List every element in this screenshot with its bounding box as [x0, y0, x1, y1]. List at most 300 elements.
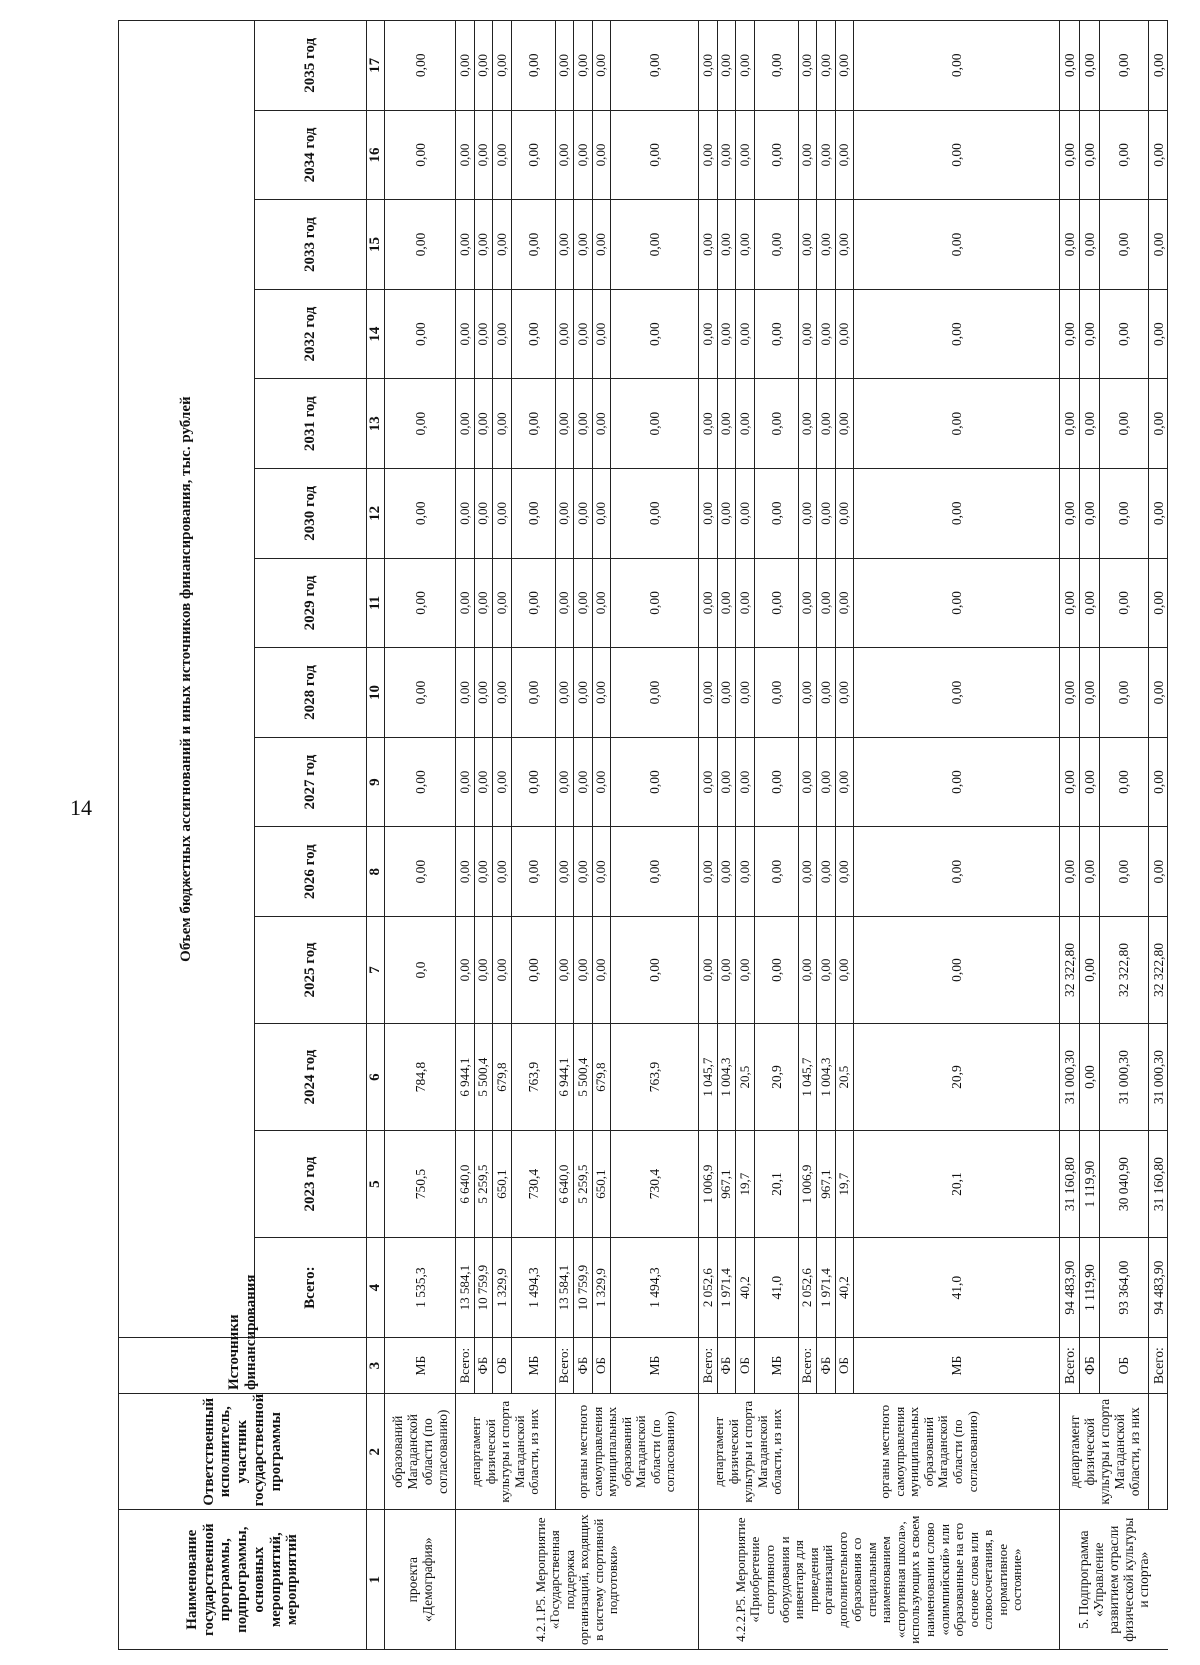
year-value: 0,00: [854, 558, 1060, 648]
header-year: 2025 год: [255, 916, 367, 1023]
source-cell: ОБ: [592, 1338, 611, 1394]
year-value: 0,00: [511, 916, 555, 1023]
year-value: 1 045,7: [798, 1024, 817, 1131]
year-value: 0,00: [817, 379, 836, 469]
year-value: 0,00: [456, 916, 475, 1023]
year-value: 0,00: [456, 737, 475, 827]
year-value: 0,00: [835, 200, 854, 290]
year-value: 32 322,80: [1099, 916, 1148, 1023]
header-executor: Ответственный исполнитель, участник государственной программы: [119, 1394, 367, 1510]
column-index: 5: [367, 1131, 385, 1238]
year-value: 1 004,3: [817, 1024, 836, 1131]
year-value: 0,00: [1080, 110, 1100, 200]
year-value: 0,00: [1060, 827, 1080, 917]
year-value: 0,00: [574, 469, 593, 559]
year-value: 0,00: [474, 21, 493, 111]
source-cell: Всего:: [699, 1338, 718, 1394]
year-value: 730,4: [611, 1131, 699, 1238]
year-value: 0,00: [611, 379, 699, 469]
source-cell: ОБ: [835, 1338, 854, 1394]
header-year: 2024 год: [255, 1024, 367, 1131]
year-value: 0,00: [511, 289, 555, 379]
year-value: 0,00: [1080, 916, 1100, 1023]
year-value: 0,00: [1149, 110, 1168, 200]
year-value: 0,00: [817, 648, 836, 738]
year-value: 0,00: [817, 558, 836, 648]
year-value: 0,00: [817, 289, 836, 379]
year-value: 0,00: [493, 200, 512, 290]
year-value: 0,00: [385, 379, 456, 469]
year-value: 0,00: [754, 110, 798, 200]
year-value: 0,00: [736, 289, 755, 379]
year-value: 0,00: [1149, 469, 1168, 559]
year-value: 0,00: [717, 648, 736, 738]
year-value: 0,00: [835, 469, 854, 559]
column-index: 13: [367, 379, 385, 469]
year-value: 0,00: [1149, 289, 1168, 379]
year-value: 0,00: [574, 916, 593, 1023]
executor-cell: департамент физической культуры и спорта Магаданской области, из них: [1060, 1394, 1149, 1510]
year-value: 0,00: [1099, 558, 1148, 648]
activity-name-cell: 4.2.2.Р5. Мероприятие «Приобретение спортивного оборудования и инвентаря для приведения организаций дополнительного образования со специальным наименованием «спортивная школа», использующих в своем наименовании слово «олимпийский» или образованные на его основе слова или словосочетания, в нормативное состояние»: [699, 1510, 1060, 1650]
source-cell: Всего:: [555, 1338, 574, 1394]
column-index: 1: [367, 1510, 385, 1650]
header-year: 2031 год: [255, 379, 367, 469]
year-value: 31 160,80: [1060, 1131, 1080, 1238]
year-value: 20,1: [854, 1131, 1060, 1238]
year-value: 0,00: [611, 916, 699, 1023]
year-value: 0,00: [717, 827, 736, 917]
year-value: 0,00: [555, 648, 574, 738]
year-value: 19,7: [835, 1131, 854, 1238]
column-index-row: [367, 21, 385, 1650]
year-value: 0,00: [798, 916, 817, 1023]
total-value: 1 494,3: [611, 1238, 699, 1338]
header-year: 2028 год: [255, 648, 367, 738]
year-value: 0,00: [699, 737, 718, 827]
year-value: 1 006,9: [699, 1131, 718, 1238]
year-value: 0,00: [1149, 21, 1168, 111]
year-value: 0,00: [574, 558, 593, 648]
year-value: 0,00: [1099, 827, 1148, 917]
column-index: 4: [367, 1238, 385, 1338]
year-value: 0,00: [611, 469, 699, 559]
year-value: 0,00: [817, 110, 836, 200]
year-value: 0,00: [456, 827, 475, 917]
year-value: 650,1: [592, 1131, 611, 1238]
source-cell: ФБ: [574, 1338, 593, 1394]
year-value: 0,00: [611, 558, 699, 648]
year-value: 0,00: [699, 558, 718, 648]
year-value: 0,00: [1060, 21, 1080, 111]
year-value: 0,00: [611, 200, 699, 290]
year-value: 0,00: [592, 379, 611, 469]
source-cell: МБ: [385, 1338, 456, 1394]
year-value: 20,5: [736, 1024, 755, 1131]
year-value: 20,9: [854, 1024, 1060, 1131]
year-value: 0,00: [817, 737, 836, 827]
year-value: 0,00: [511, 200, 555, 290]
year-value: 0,00: [493, 916, 512, 1023]
year-value: 0,00: [555, 21, 574, 111]
rotated-table-wrapper: [118, 20, 1168, 1650]
financing-table: [118, 20, 1168, 1650]
year-value: 0,00: [754, 648, 798, 738]
total-value: 40,2: [736, 1238, 755, 1338]
column-index: 8: [367, 827, 385, 917]
year-value: 0,00: [493, 469, 512, 559]
column-index: 14: [367, 289, 385, 379]
year-value: 0,00: [717, 289, 736, 379]
year-value: 0,0: [385, 916, 456, 1023]
header-year: 2023 год: [255, 1131, 367, 1238]
year-value: 6 944,1: [456, 1024, 475, 1131]
year-value: 0,00: [1060, 110, 1080, 200]
year-value: 0,00: [717, 558, 736, 648]
source-cell: ОБ: [493, 1338, 512, 1394]
year-value: 0,00: [474, 379, 493, 469]
year-value: 0,00: [699, 827, 718, 917]
year-value: 679,8: [493, 1024, 512, 1131]
total-value: 10 759,9: [574, 1238, 593, 1338]
year-value: 0,00: [574, 379, 593, 469]
source-cell: МБ: [754, 1338, 798, 1394]
year-value: 0,00: [493, 289, 512, 379]
year-value: 1 045,7: [699, 1024, 718, 1131]
year-value: 0,00: [699, 648, 718, 738]
year-value: 0,00: [699, 916, 718, 1023]
year-value: 31 000,30: [1099, 1024, 1148, 1131]
year-value: 0,00: [754, 379, 798, 469]
header-year: 2030 год: [255, 469, 367, 559]
total-value: 1 971,4: [717, 1238, 736, 1338]
year-value: 0,00: [736, 469, 755, 559]
year-value: 0,00: [817, 469, 836, 559]
year-value: 0,00: [754, 289, 798, 379]
year-value: 0,00: [1080, 1024, 1100, 1131]
year-value: 0,00: [699, 21, 718, 111]
year-value: 0,00: [1060, 558, 1080, 648]
year-value: 0,00: [736, 916, 755, 1023]
total-value: 1 494,3: [511, 1238, 555, 1338]
total-value: 2 052,6: [699, 1238, 718, 1338]
table-body: [385, 21, 1168, 1650]
header-year: 2029 год: [255, 558, 367, 648]
year-value: 1 119,90: [1080, 1131, 1100, 1238]
year-value: 0,00: [511, 21, 555, 111]
year-value: 0,00: [511, 379, 555, 469]
year-value: 0,00: [835, 289, 854, 379]
activity-name-cell: 4.2.1.Р5. Мероприятие «Государственная поддержка организаций, входящих в систему спортивной подготовки»: [456, 1510, 699, 1650]
year-value: 0,00: [754, 916, 798, 1023]
year-value: 32 322,80: [1149, 916, 1168, 1023]
total-value: 41,0: [854, 1238, 1060, 1338]
year-value: 1 004,3: [717, 1024, 736, 1131]
executor-cell-empty: [1149, 1394, 1168, 1510]
year-value: 0,00: [456, 379, 475, 469]
year-value: 0,00: [1060, 289, 1080, 379]
year-value: 0,00: [474, 916, 493, 1023]
year-value: 0,00: [717, 21, 736, 111]
year-value: 0,00: [736, 379, 755, 469]
year-value: 0,00: [854, 21, 1060, 111]
source-cell: ФБ: [717, 1338, 736, 1394]
year-value: 0,00: [835, 827, 854, 917]
year-value: 763,9: [611, 1024, 699, 1131]
year-value: 0,00: [611, 648, 699, 738]
executor-cell: департамент физической культуры и спорта Магаданской области, из них: [699, 1394, 799, 1510]
year-value: 0,00: [854, 827, 1060, 917]
year-value: 0,00: [817, 200, 836, 290]
year-value: 0,00: [474, 558, 493, 648]
year-value: 0,00: [385, 558, 456, 648]
year-value: 784,8: [385, 1024, 456, 1131]
year-value: 0,00: [1149, 737, 1168, 827]
header-year: 2033 год: [255, 200, 367, 290]
year-value: 0,00: [798, 21, 817, 111]
total-value: 94 483,90: [1149, 1238, 1168, 1338]
page-number: 14: [70, 795, 92, 820]
year-value: 19,7: [736, 1131, 755, 1238]
year-value: 6 640,0: [456, 1131, 475, 1238]
year-value: 0,00: [1080, 648, 1100, 738]
year-value: 0,00: [1080, 737, 1100, 827]
executor-cell: образований Магаданской области (по согласованию): [385, 1394, 456, 1510]
total-value: 1 971,4: [817, 1238, 836, 1338]
year-value: 0,00: [1080, 379, 1100, 469]
total-value: 1 329,9: [592, 1238, 611, 1338]
table-row: [456, 21, 475, 1650]
column-index: 10: [367, 648, 385, 738]
year-value: 0,00: [736, 200, 755, 290]
column-index: 16: [367, 110, 385, 200]
year-value: 0,00: [736, 110, 755, 200]
total-value: 1 119,90: [1080, 1238, 1100, 1338]
year-value: 0,00: [854, 110, 1060, 200]
year-value: 0,00: [699, 469, 718, 559]
activity-name-cell: 5. Подпрограмма «Управление развитием отрасли физической культуры и спорта»: [1060, 1510, 1168, 1650]
column-index: 15: [367, 200, 385, 290]
year-value: 0,00: [736, 21, 755, 111]
year-value: 967,1: [717, 1131, 736, 1238]
table-row: [1060, 21, 1080, 1650]
year-value: 0,00: [1060, 379, 1080, 469]
source-cell: ФБ: [474, 1338, 493, 1394]
table-row: [699, 21, 718, 1650]
year-value: 0,00: [835, 21, 854, 111]
year-value: 0,00: [511, 737, 555, 827]
year-value: 0,00: [555, 289, 574, 379]
year-value: 0,00: [854, 289, 1060, 379]
year-value: 0,00: [854, 469, 1060, 559]
year-value: 0,00: [817, 916, 836, 1023]
year-value: 0,00: [555, 916, 574, 1023]
year-value: 0,00: [1060, 200, 1080, 290]
year-value: 0,00: [754, 558, 798, 648]
year-value: 0,00: [717, 737, 736, 827]
year-value: 0,00: [798, 110, 817, 200]
year-value: 0,00: [1149, 827, 1168, 917]
total-value: 13 584,1: [456, 1238, 475, 1338]
column-index: 3: [367, 1338, 385, 1394]
year-value: 0,00: [385, 110, 456, 200]
source-cell: МБ: [511, 1338, 555, 1394]
year-value: 0,00: [754, 737, 798, 827]
year-value: 0,00: [1080, 469, 1100, 559]
total-value: 40,2: [835, 1238, 854, 1338]
column-index: 2: [367, 1394, 385, 1510]
year-value: 0,00: [385, 827, 456, 917]
table-row: [1149, 21, 1168, 1650]
year-value: 0,00: [798, 827, 817, 917]
year-value: 0,00: [493, 21, 512, 111]
year-value: 730,4: [511, 1131, 555, 1238]
year-value: 0,00: [1099, 110, 1148, 200]
year-value: 0,00: [385, 737, 456, 827]
year-value: 0,00: [1149, 648, 1168, 738]
year-value: 0,00: [1060, 648, 1080, 738]
year-value: 0,00: [555, 827, 574, 917]
year-value: 0,00: [474, 200, 493, 290]
year-value: 0,00: [1060, 737, 1080, 827]
year-value: 5 500,4: [474, 1024, 493, 1131]
year-value: 0,00: [592, 916, 611, 1023]
year-value: 0,00: [817, 21, 836, 111]
executor-cell: органы местного самоуправления муниципальных образований Магаданской области (по согласованию): [555, 1394, 699, 1510]
year-value: 0,00: [592, 110, 611, 200]
executor-cell: органы местного самоуправления муниципальных образований Магаданской области (по согласованию): [798, 1394, 1060, 1510]
year-value: 0,00: [474, 827, 493, 917]
year-value: 0,00: [835, 379, 854, 469]
year-value: 0,00: [555, 379, 574, 469]
year-value: 0,00: [511, 558, 555, 648]
year-value: 0,00: [699, 110, 718, 200]
total-value: 1 535,3: [385, 1238, 456, 1338]
year-value: 0,00: [456, 469, 475, 559]
source-cell: ОБ: [736, 1338, 755, 1394]
year-value: 0,00: [854, 648, 1060, 738]
year-value: 20,1: [754, 1131, 798, 1238]
activity-name-cell: проекта «Демография»: [385, 1510, 456, 1650]
year-value: 0,00: [736, 648, 755, 738]
year-value: 679,8: [592, 1024, 611, 1131]
year-value: 0,00: [736, 558, 755, 648]
source-cell: Всего:: [1149, 1338, 1168, 1394]
header-year: 2032 год: [255, 289, 367, 379]
source-cell: Всего:: [1060, 1338, 1080, 1394]
year-value: 20,5: [835, 1024, 854, 1131]
year-value: 0,00: [817, 827, 836, 917]
year-value: 0,00: [1149, 200, 1168, 290]
header-year: 2035 год: [255, 21, 367, 111]
year-value: 0,00: [574, 21, 593, 111]
year-value: 0,00: [1099, 737, 1148, 827]
year-value: 0,00: [493, 379, 512, 469]
source-cell: ФБ: [817, 1338, 836, 1394]
table-stage: [118, 20, 1168, 1650]
year-value: 0,00: [592, 289, 611, 379]
year-value: 0,00: [574, 827, 593, 917]
year-value: 0,00: [798, 737, 817, 827]
year-value: 0,00: [555, 469, 574, 559]
year-value: 0,00: [854, 737, 1060, 827]
year-value: 0,00: [574, 289, 593, 379]
year-value: 0,00: [1080, 21, 1100, 111]
year-value: 0,00: [385, 469, 456, 559]
year-value: 750,5: [385, 1131, 456, 1238]
year-value: 0,00: [1099, 379, 1148, 469]
total-value: 10 759,9: [474, 1238, 493, 1338]
year-value: 0,00: [493, 648, 512, 738]
column-index: 17: [367, 21, 385, 111]
year-value: 967,1: [817, 1131, 836, 1238]
year-value: 6 944,1: [555, 1024, 574, 1131]
year-value: 0,00: [717, 916, 736, 1023]
executor-cell: департамент физической культуры и спорта Магаданской области, из них: [456, 1394, 556, 1510]
header-total: Всего:: [255, 1238, 367, 1338]
year-value: 0,00: [555, 110, 574, 200]
year-value: 0,00: [574, 110, 593, 200]
year-value: 0,00: [474, 110, 493, 200]
year-value: 31 160,80: [1149, 1131, 1168, 1238]
year-value: 0,00: [592, 648, 611, 738]
year-value: 32 322,80: [1060, 916, 1080, 1023]
year-value: 0,00: [511, 469, 555, 559]
year-value: 31 000,30: [1149, 1024, 1168, 1131]
year-value: 0,00: [611, 289, 699, 379]
year-value: 0,00: [835, 558, 854, 648]
year-value: 650,1: [493, 1131, 512, 1238]
source-cell: ОБ: [1099, 1338, 1148, 1394]
year-value: 0,00: [385, 648, 456, 738]
year-value: 763,9: [511, 1024, 555, 1131]
year-value: 0,00: [717, 200, 736, 290]
year-value: 0,00: [592, 469, 611, 559]
year-value: 0,00: [1099, 469, 1148, 559]
year-value: 0,00: [592, 737, 611, 827]
year-value: 0,00: [574, 200, 593, 290]
year-value: 0,00: [754, 200, 798, 290]
year-value: 0,00: [385, 200, 456, 290]
year-value: 0,00: [511, 648, 555, 738]
year-value: 0,00: [592, 827, 611, 917]
year-value: 0,00: [1099, 289, 1148, 379]
column-index: 12: [367, 469, 385, 559]
source-cell: МБ: [854, 1338, 1060, 1394]
year-value: 31 000,30: [1060, 1024, 1080, 1131]
year-value: 0,00: [456, 21, 475, 111]
header-source: Источники финансирования: [119, 1338, 367, 1394]
column-index: 7: [367, 916, 385, 1023]
column-index: 11: [367, 558, 385, 648]
year-value: 0,00: [1149, 379, 1168, 469]
year-value: 0,00: [854, 200, 1060, 290]
year-value: 30 040,90: [1099, 1131, 1148, 1238]
source-cell: МБ: [611, 1338, 699, 1394]
total-value: 2 052,6: [798, 1238, 817, 1338]
table-row: [555, 21, 574, 1650]
year-value: 0,00: [493, 110, 512, 200]
table-row: [798, 21, 817, 1650]
year-value: 0,00: [1080, 289, 1100, 379]
total-value: 41,0: [754, 1238, 798, 1338]
year-value: 0,00: [736, 827, 755, 917]
year-value: 0,00: [1080, 558, 1100, 648]
year-value: 0,00: [611, 110, 699, 200]
year-value: 5 259,5: [574, 1131, 593, 1238]
year-value: 1 006,9: [798, 1131, 817, 1238]
year-value: 0,00: [456, 648, 475, 738]
